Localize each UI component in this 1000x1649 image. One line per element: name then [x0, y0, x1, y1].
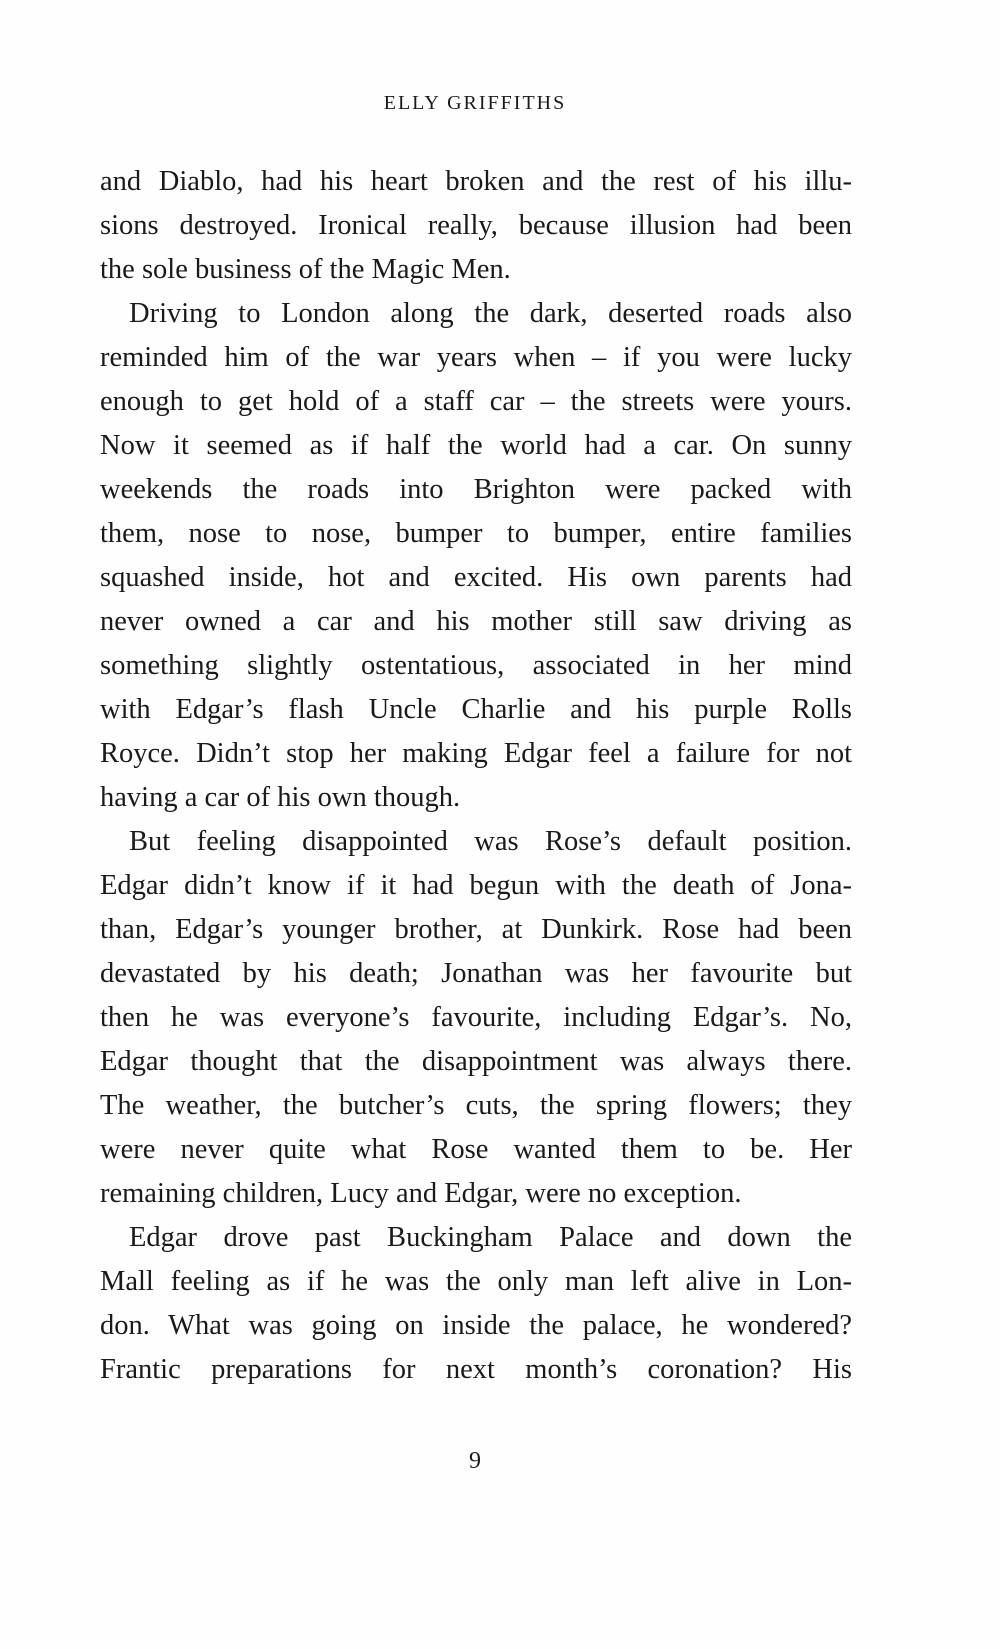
text-line: reminded him of the war years when – if you were lucky: [100, 342, 852, 373]
body-text: [100, 160, 852, 1392]
text-line: than, Edgar’s younger brother, at Dunkirk. Rose had been: [100, 914, 852, 945]
text-line: weekends the roads into Brighton were packed with: [100, 474, 852, 505]
text-line: Driving to London along the dark, deserted roads also: [129, 298, 852, 329]
page-number: 9: [469, 1448, 481, 1474]
text-line: Mall feeling as if he was the only man left alive in Lon-: [100, 1266, 852, 1297]
text-line: with Edgar’s flash Uncle Charlie and his purple Rolls: [100, 694, 852, 725]
text-line: Edgar drove past Buckingham Palace and down the: [129, 1222, 852, 1253]
text-line: sions destroyed. Ironical really, because illusion had been: [100, 210, 852, 241]
text-line: never owned a car and his mother still saw driving as: [100, 606, 852, 637]
text-line: Edgar didn’t know if it had begun with the death of Jona-: [100, 870, 852, 901]
text-line: Royce. Didn’t stop her making Edgar feel a failure for not: [100, 738, 852, 769]
text-line: But feeling disappointed was Rose’s default position.: [129, 826, 852, 857]
text-line: Now it seemed as if half the world had a car. On sunny: [100, 430, 852, 461]
text-line: Frantic preparations for next month’s coronation? His: [100, 1354, 852, 1385]
running-head: ELLY GRIFFITHS: [383, 92, 567, 114]
text-line: having a car of his own though.: [100, 782, 461, 813]
text-line: squashed inside, hot and excited. His own parents had: [100, 562, 852, 593]
text-line: The weather, the butcher’s cuts, the spring flowers; they: [100, 1090, 852, 1121]
text-line: enough to get hold of a staff car – the streets were yours.: [100, 386, 852, 417]
text-line: them, nose to nose, bumper to bumper, entire families: [100, 518, 852, 549]
text-line: something slightly ostentatious, associated in her mind: [100, 650, 852, 681]
text-line: devastated by his death; Jonathan was her favourite but: [100, 958, 852, 989]
text-line: don. What was going on inside the palace, he wondered?: [100, 1310, 852, 1341]
text-line: Edgar thought that the disappointment was always there.: [100, 1046, 852, 1077]
text-line: and Diablo, had his heart broken and the rest of his illu-: [100, 166, 852, 197]
text-line: the sole business of the Magic Men.: [100, 254, 511, 285]
text-line: were never quite what Rose wanted them to be. Her: [100, 1134, 852, 1165]
text-line: then he was everyone’s favourite, including Edgar’s. No,: [100, 1002, 852, 1033]
text-line: remaining children, Lucy and Edgar, were no exception.: [100, 1178, 742, 1209]
